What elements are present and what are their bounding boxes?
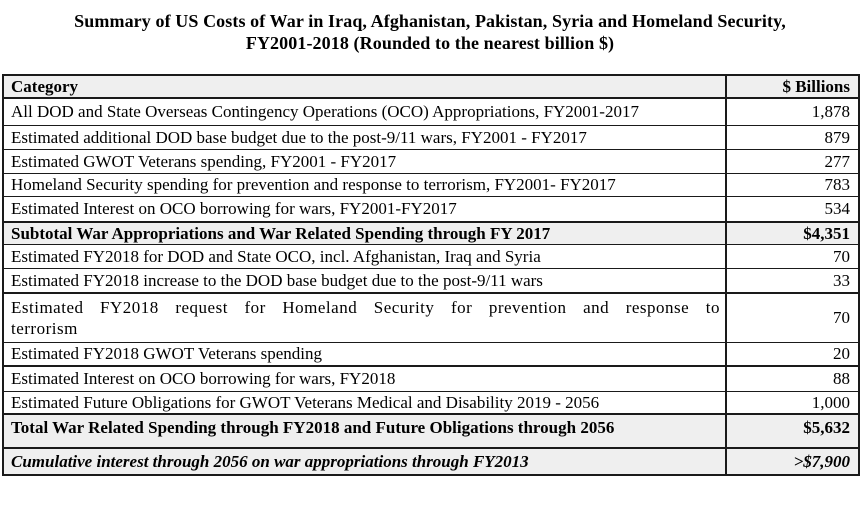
- cumulative-interest-row: [3, 448, 859, 475]
- table-row: [3, 125, 859, 149]
- page-title: [0, 0, 860, 54]
- category-cell: Estimated FY2018 request for Homeland Security for prevention and response to terrorism: [3, 293, 726, 343]
- category-cell: Homeland Security spending for prevention and response to terrorism, FY2001- FY2017: [3, 173, 726, 196]
- value-cell: $4,351: [726, 222, 859, 245]
- table-row: [3, 98, 859, 125]
- value-cell: 70: [726, 245, 859, 269]
- value-cell: 783: [726, 173, 859, 196]
- table-row: [3, 196, 859, 222]
- table-row: [3, 391, 859, 414]
- total-row: [3, 414, 859, 448]
- value-cell: 33: [726, 269, 859, 293]
- table-row: [3, 149, 859, 173]
- subtotal-row: [3, 222, 859, 245]
- value-cell: 88: [726, 366, 859, 391]
- table-row: [3, 245, 859, 269]
- table-row: [3, 269, 859, 293]
- value-cell: 534: [726, 196, 859, 222]
- table-header-row: [3, 75, 859, 98]
- table-row: [3, 366, 859, 391]
- category-cell: Estimated Interest on OCO borrowing for wars, FY2001-FY2017: [3, 196, 726, 222]
- value-cell: 1,878: [726, 98, 859, 125]
- category-cell: Estimated FY2018 GWOT Veterans spending: [3, 342, 726, 366]
- value-cell: 1,000: [726, 391, 859, 414]
- category-cell: Estimated Interest on OCO borrowing for wars, FY2018: [3, 366, 726, 391]
- header-amount-cell: $ Billions: [726, 75, 859, 98]
- category-cell: Estimated Future Obligations for GWOT Veterans Medical and Disability 2019 - 2056: [3, 391, 726, 414]
- table-row: [3, 173, 859, 196]
- costs-of-war-table: [2, 74, 860, 476]
- page-title-line2: FY2001-2018 (Rounded to the nearest billion $): [245, 33, 615, 53]
- value-cell: $5,632: [726, 414, 859, 448]
- category-cell: All DOD and State Overseas Contingency Operations (OCO) Appropriations, FY2001-2017: [3, 98, 726, 125]
- category-cell: Estimated FY2018 increase to the DOD base budget due to the post-9/11 wars: [3, 269, 726, 293]
- header-category-cell: Category: [3, 75, 726, 98]
- category-cell: Total War Related Spending through FY2018 and Future Obligations through 2056: [3, 414, 726, 448]
- page-title-line1: Summary of US Costs of War in Iraq, Afghanistan, Pakistan, Syria and Homeland Security,: [74, 11, 786, 31]
- value-cell: 70: [726, 293, 859, 343]
- value-cell: 277: [726, 149, 859, 173]
- category-cell: Subtotal War Appropriations and War Related Spending through FY 2017: [3, 222, 726, 245]
- table-row: [3, 342, 859, 366]
- value-cell: 879: [726, 125, 859, 149]
- category-cell: Cumulative interest through 2056 on war appropriations through FY2013: [3, 448, 726, 475]
- value-cell: 20: [726, 342, 859, 366]
- category-cell: Estimated GWOT Veterans spending, FY2001 - FY2017: [3, 149, 726, 173]
- value-cell: >$7,900: [726, 448, 859, 475]
- category-cell: Estimated additional DOD base budget due to the post-9/11 wars, FY2001 - FY2017: [3, 125, 726, 149]
- table-row: [3, 293, 859, 343]
- category-cell: Estimated FY2018 for DOD and State OCO, incl. Afghanistan, Iraq and Syria: [3, 245, 726, 269]
